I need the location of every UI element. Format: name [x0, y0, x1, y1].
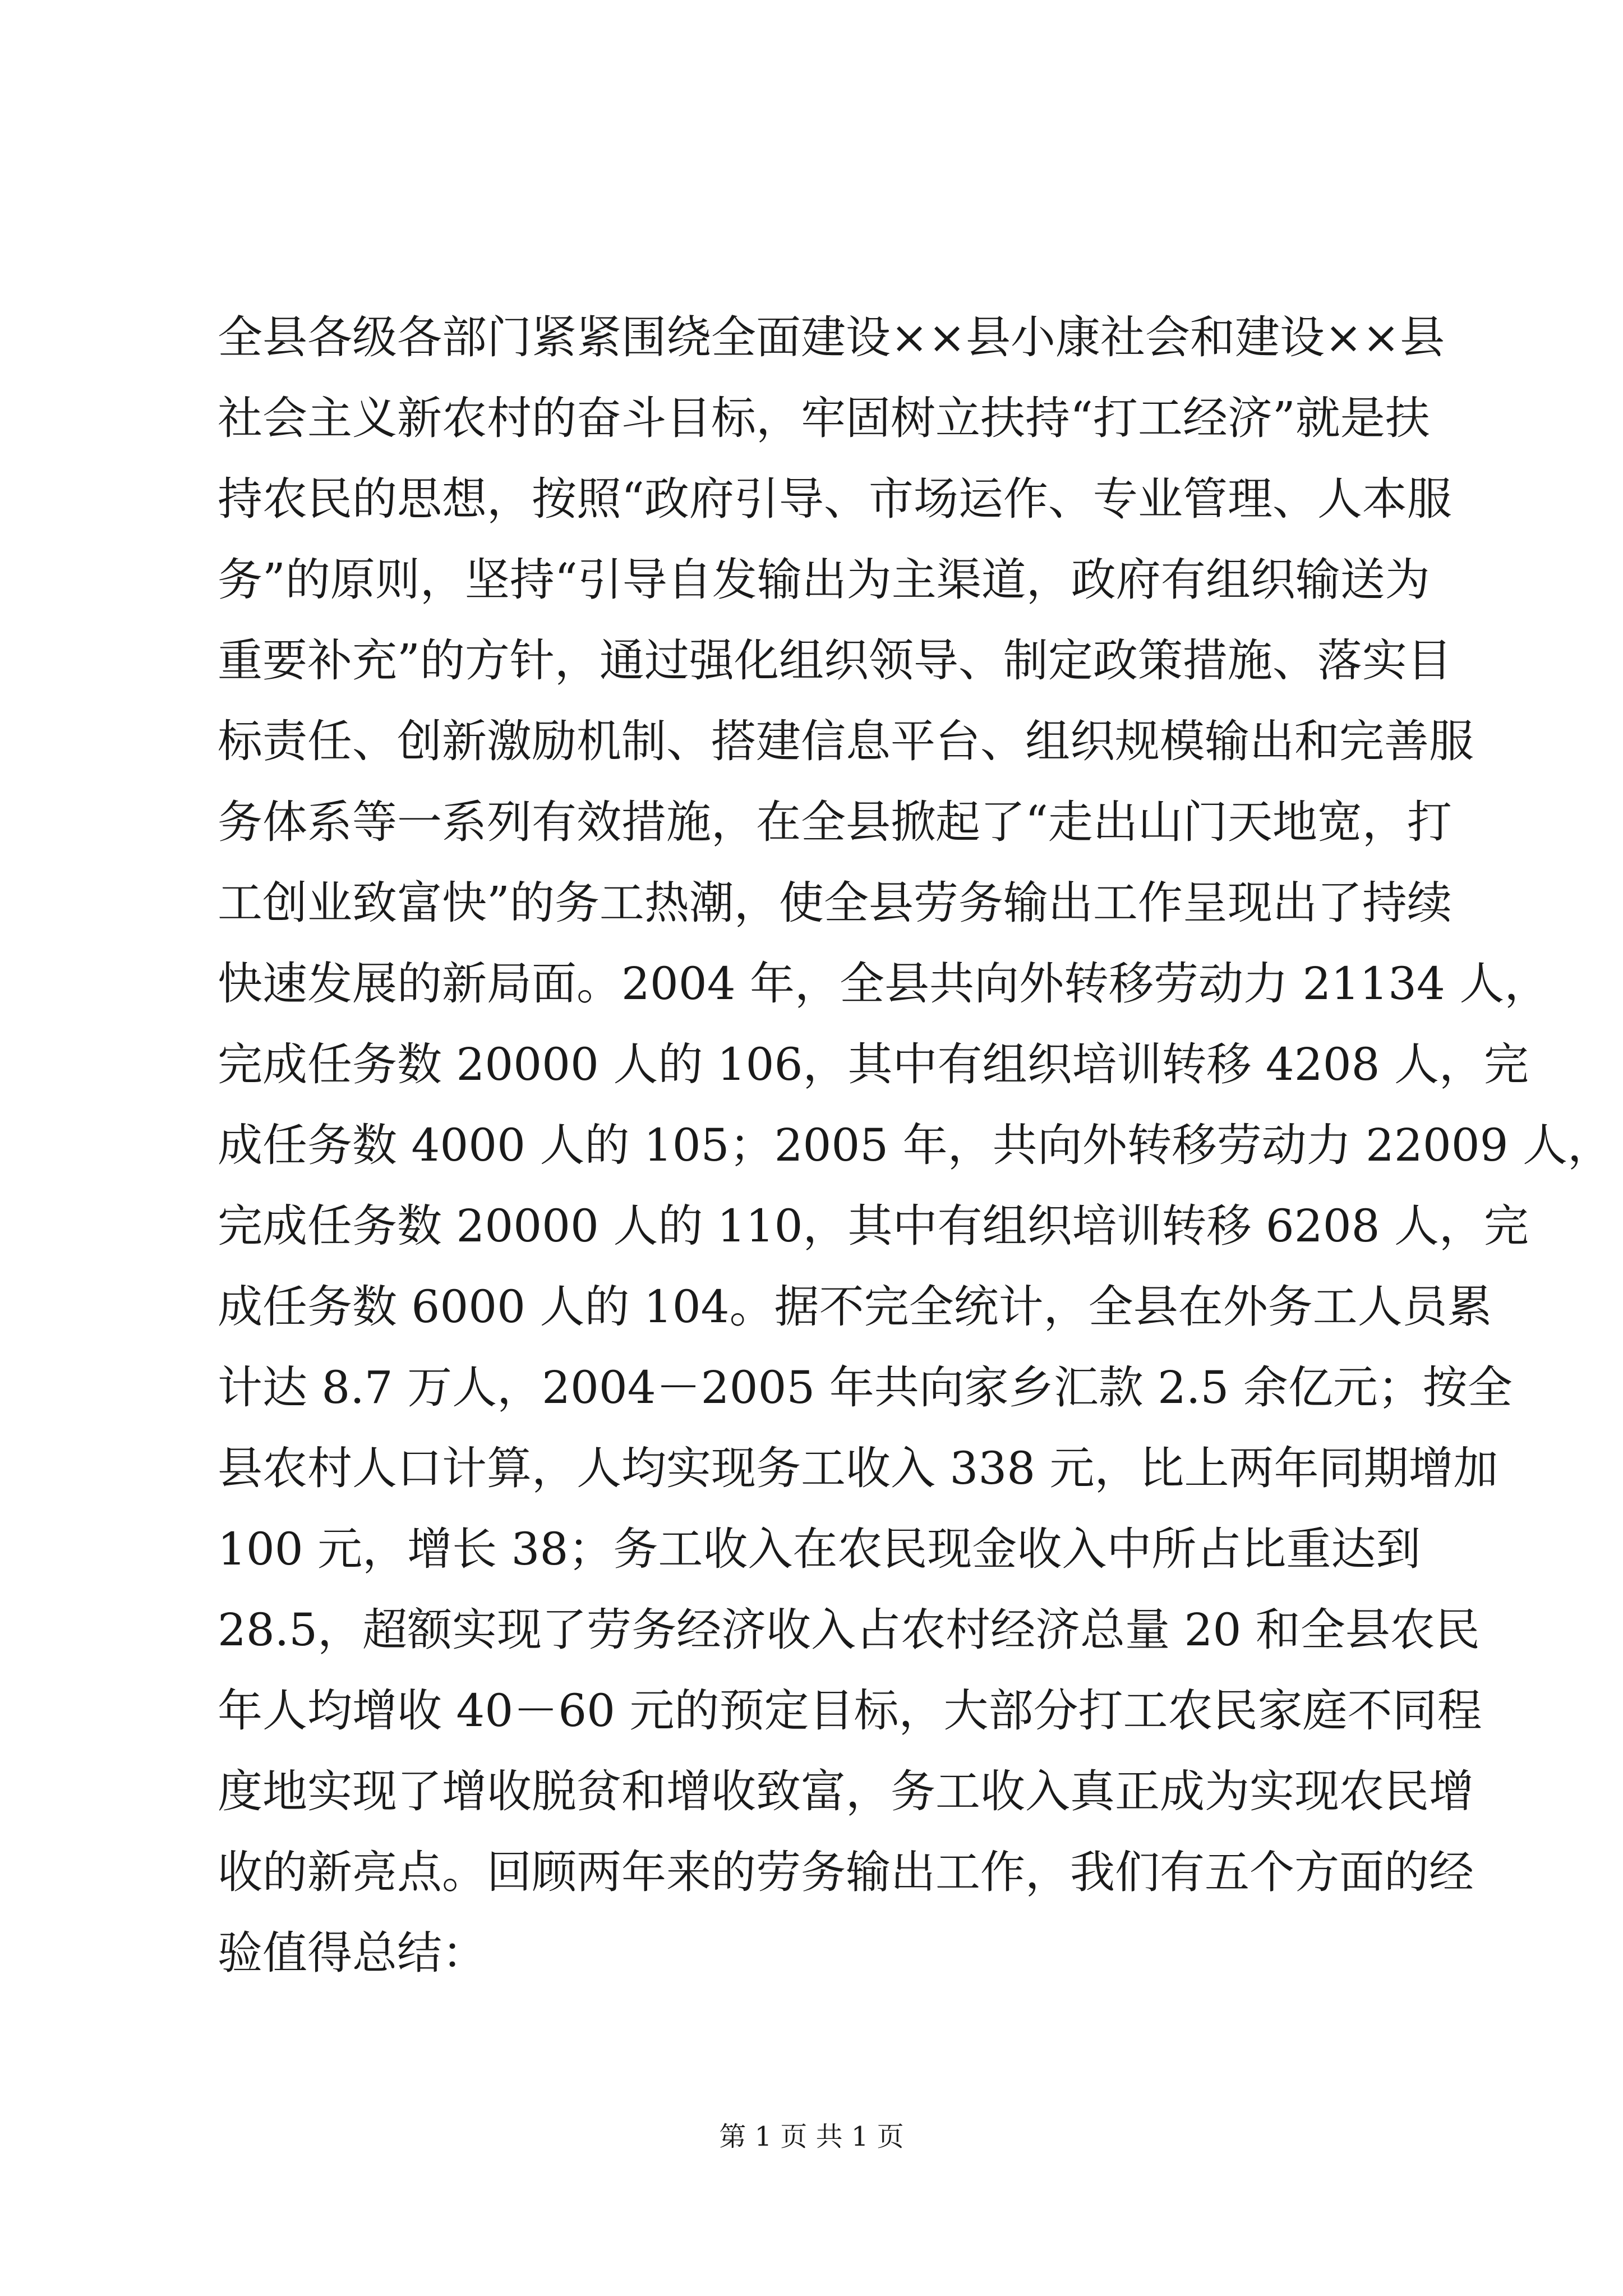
text-line-2: 社会主义新农村的奋斗目标，牢固树立扶持“打工经济”就是扶	[218, 392, 1430, 444]
text-line-17: 28.5，超额实现了劳务经济收入占农村经济总量 20 和全县农民	[218, 1604, 1480, 1656]
text-line-6: 标责任、创新激励机制、搭建信息平台、组织规模输出和完善服	[218, 715, 1474, 767]
text-line-10: 完成任务数 20000 人的 106，其中有组织培训转移 4208 人，完	[218, 1038, 1529, 1091]
body-paragraph	[218, 297, 1612, 1994]
page-footer	[0, 2115, 1623, 2154]
text-line-5: 重要补充”的方针，通过强化组织领导、制定政策措施、落实目	[218, 634, 1452, 687]
text-line-8: 工创业致富快”的务工热潮，使全县劳务输出工作呈现出了持续	[218, 877, 1452, 929]
text-line-1: 全县各级各部门紧紧围绕全面建设××县小康社会和建设××县	[218, 311, 1445, 364]
text-line-18: 年人均增收 40－60 元的预定目标，大部分打工农民家庭不同程	[218, 1685, 1482, 1737]
text-line-16: 100 元，增长 38；务工收入在农民现金收入中所占比重达到	[218, 1523, 1421, 1575]
text-line-19: 度地实现了增收脱贫和增收致富，务工收入真正成为实现农民增	[218, 1765, 1474, 1818]
text-line-15: 县农村人口计算，人均实现务工收入 338 元，比上两年同期增加	[218, 1442, 1498, 1494]
text-line-13: 成任务数 6000 人的 104。据不完全统计，全县在外务工人员累	[218, 1281, 1492, 1333]
text-line-9: 快速发展的新局面。2004 年，全县共向外转移劳动力 21134 人，	[218, 958, 1550, 1010]
text-line-4: 务”的原则，坚持“引导自发输出为主渠道，政府有组织输送为	[218, 554, 1430, 606]
text-line-11: 成任务数 4000 人的 105；2005 年，共向外转移劳动力 22009 人，	[218, 1119, 1612, 1171]
text-line-12: 完成任务数 20000 人的 110，其中有组织培训转移 6208 人，完	[218, 1200, 1529, 1252]
text-line-14: 计达 8.7 万人，2004－2005 年共向家乡汇款 2.5 余亿元；按全	[218, 1361, 1513, 1414]
text-line-21: 验值得总结：	[218, 1927, 487, 1979]
text-line-20: 收的新亮点。回顾两年来的劳务输出工作，我们有五个方面的经	[218, 1846, 1474, 1898]
text-line-7: 务体系等一系列有效措施，在全县掀起了“走出山门天地宽，打	[218, 796, 1452, 848]
page-number-label: 第 1 页 共 1 页	[719, 2121, 904, 2152]
text-line-3: 持农民的思想，按照“政府引导、市场运作、专业管理、人本服	[218, 473, 1452, 525]
